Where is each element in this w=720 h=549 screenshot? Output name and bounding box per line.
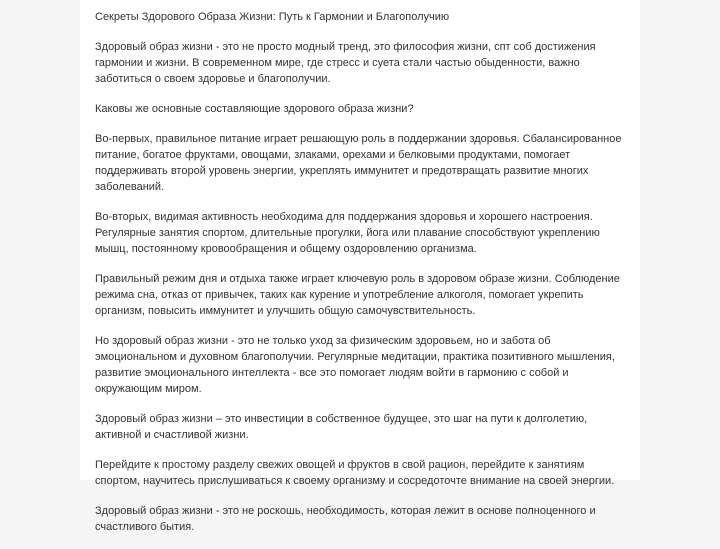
paragraph-activity: Во-вторых, видимая активность необходима для поддержания здоровья и хорошего настроения. Регулярные занятия спортом, длительные прогулки, йога или плавание способствуют укреплению мышц, постоянному кровообращения и общему оздоровлению организма. — [95, 211, 600, 255]
paragraph-emotional: Но здоровый образ жизни - это не только уход за физическим здоровьем, но и забота об эмоциональном и духовном благополучии. Регулярные медитации, практика позитивного мышления, развитие эмоционального интеллекта - все это помогает людям войти в гармонию с собой и окружающим миром. — [95, 335, 615, 395]
paragraph-question: Каковы же основные составляющие здорового образа жизни? — [95, 103, 414, 115]
document-page — [80, 0, 640, 533]
paragraph-advice: Перейдите к простому разделу свежих овощей и фруктов в свой рацион, перейдите к занятиям спортом, научитесь прислушиваться к своему организму и сосредоточте внимание на своей энергии. — [95, 459, 615, 487]
document-body — [95, 9, 630, 549]
paragraph-intro: Здоровый образ жизни - это не просто модный тренд, это философия жизни, спт соб достижения гармонии и жизни. В современном мире, где стресс и суета стали частью обыденности, важно заботиться о своем здоровье и благополучии. — [95, 41, 596, 85]
document-title: Секреты Здорового Образа Жизни: Путь к Гармонии и Благополучию — [95, 11, 450, 23]
paragraph-nutrition: Во-первых, правильное питание играет решающую роль в поддержании здоровья. Сбалансированное питание, богатое фруктами, овощами, злаками, орехами и белковыми продуктами, помогает поддерживать второй уровень энергии, укреплять иммунитет и предотвращать развитие многих заболеваний. — [95, 133, 622, 193]
paragraph-routine: Правильный режим дня и отдыха также играет ключевую роль в здоровом образе жизни. Соблюдение режима сна, отказ от привычек, таких как курение и употребление алкоголя, помогает укрепить организм, повысить иммунитет и улучшить общую самочувствительность. — [95, 273, 620, 317]
paragraph-conclusion: Здоровый образ жизни - это не роскошь, необходимость, которая лежит в основе полноценного и счастливого бытия. — [95, 505, 596, 533]
paragraph-investment: Здоровый образ жизни – это инвестиции в собственное будущее, это шаг на пути к долголетию, активной и счастливой жизни. — [95, 413, 588, 441]
